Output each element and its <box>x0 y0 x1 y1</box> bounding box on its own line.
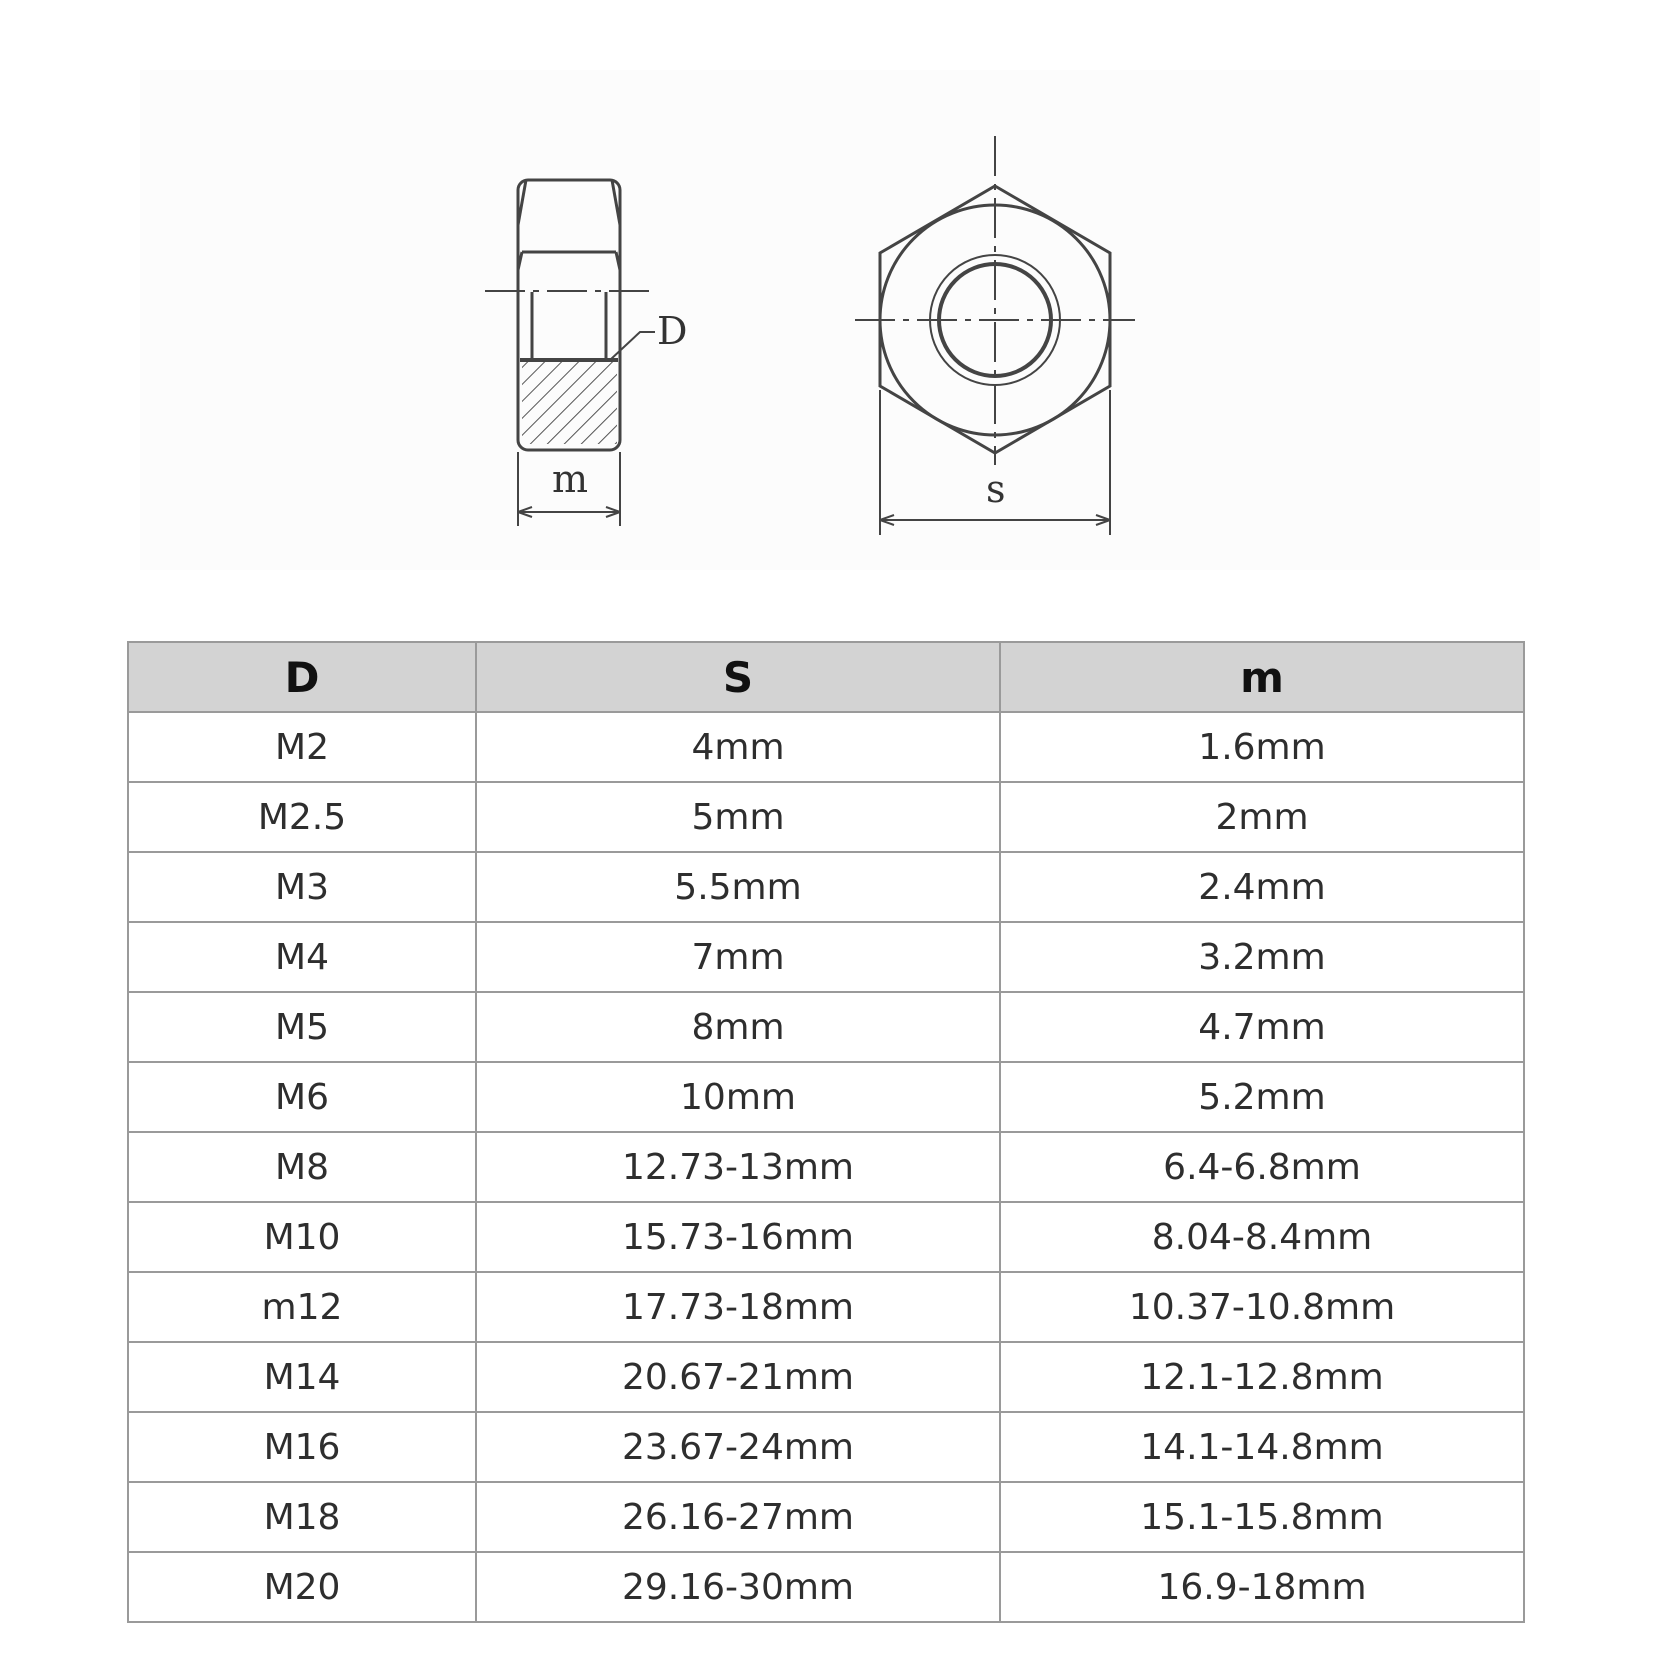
cell-diameter: m12 <box>128 1272 476 1342</box>
cell-thickness: 16.9-18mm <box>1000 1552 1524 1622</box>
table-row <box>128 1062 1524 1132</box>
cell-diameter: M16 <box>128 1412 476 1482</box>
cell-diameter: M2.5 <box>128 782 476 852</box>
cell-width: 5mm <box>476 782 1000 852</box>
cell-width: 15.73-16mm <box>476 1202 1000 1272</box>
cell-width: 7mm <box>476 922 1000 992</box>
cell-width: 4mm <box>476 712 1000 782</box>
cell-diameter: M2 <box>128 712 476 782</box>
table-row <box>128 712 1524 782</box>
table-header-row <box>128 642 1524 712</box>
nut-section-hatch <box>522 362 617 444</box>
cell-thickness: 4.7mm <box>1000 992 1524 1062</box>
cell-thickness: 8.04-8.4mm <box>1000 1202 1524 1272</box>
cell-diameter: M20 <box>128 1552 476 1622</box>
header-diameter: D <box>128 642 476 712</box>
cell-thickness: 14.1-14.8mm <box>1000 1412 1524 1482</box>
cell-diameter: M6 <box>128 1062 476 1132</box>
table-row <box>128 782 1524 852</box>
cell-diameter: M4 <box>128 922 476 992</box>
cell-diameter: M8 <box>128 1132 476 1202</box>
cell-width: 20.67-21mm <box>476 1342 1000 1412</box>
table-row <box>128 1132 1524 1202</box>
hex-nut-technical-drawing <box>140 70 1540 570</box>
diameter-label: D <box>657 309 688 353</box>
cell-thickness: 5.2mm <box>1000 1062 1524 1132</box>
table-row <box>128 1482 1524 1552</box>
cell-width: 5.5mm <box>476 852 1000 922</box>
cell-thickness: 6.4-6.8mm <box>1000 1132 1524 1202</box>
table-row <box>128 1342 1524 1412</box>
cell-width: 26.16-27mm <box>476 1482 1000 1552</box>
cell-width: 29.16-30mm <box>476 1552 1000 1622</box>
table-row <box>128 852 1524 922</box>
cell-diameter: M10 <box>128 1202 476 1272</box>
width-across-flats-label: s <box>986 467 1006 511</box>
nut-drawing-area <box>140 70 1540 570</box>
cell-width: 12.73-13mm <box>476 1132 1000 1202</box>
cell-thickness: 2.4mm <box>1000 852 1524 922</box>
cell-diameter: M18 <box>128 1482 476 1552</box>
table-row <box>128 922 1524 992</box>
nut-size-table <box>127 641 1525 1623</box>
cell-diameter: M14 <box>128 1342 476 1412</box>
table-row <box>128 1552 1524 1622</box>
cell-diameter: M5 <box>128 992 476 1062</box>
cell-thickness: 12.1-12.8mm <box>1000 1342 1524 1412</box>
table-row <box>128 992 1524 1062</box>
cell-thickness: 2mm <box>1000 782 1524 852</box>
cell-width: 8mm <box>476 992 1000 1062</box>
cell-thickness: 15.1-15.8mm <box>1000 1482 1524 1552</box>
table-row <box>128 1272 1524 1342</box>
cell-thickness: 10.37-10.8mm <box>1000 1272 1524 1342</box>
table-row <box>128 1202 1524 1272</box>
cell-width: 10mm <box>476 1062 1000 1132</box>
table-row <box>128 1412 1524 1482</box>
cell-width: 23.67-24mm <box>476 1412 1000 1482</box>
d-leader-line <box>610 332 655 360</box>
cell-thickness: 3.2mm <box>1000 922 1524 992</box>
header-thickness: m <box>1000 642 1524 712</box>
header-width: S <box>476 642 1000 712</box>
thickness-label: m <box>552 457 589 501</box>
cell-diameter: M3 <box>128 852 476 922</box>
cell-width: 17.73-18mm <box>476 1272 1000 1342</box>
cell-thickness: 1.6mm <box>1000 712 1524 782</box>
